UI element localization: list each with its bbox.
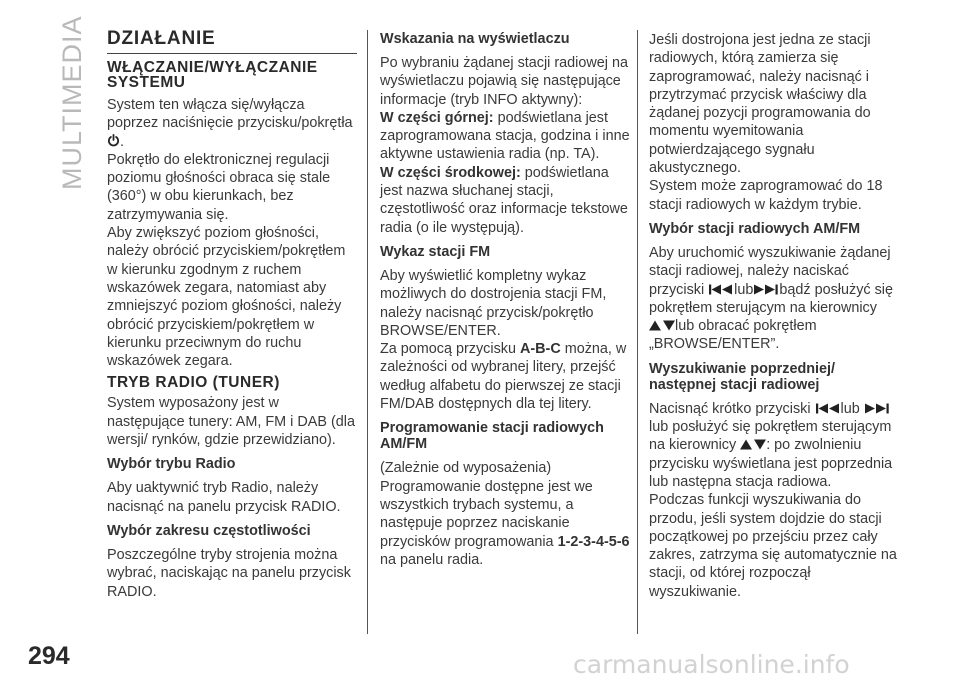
seek-back-icon [708, 284, 734, 295]
paragraph: W części górnej: podświetlana jest zaprogramowana stacja, godzina i inne aktywne ustawienia radia (np. TA). [380, 109, 630, 163]
column-1 [107, 28, 357, 601]
paragraph: Programowanie dostępne jest we wszystkich trybach systemu, a następuje poprzez naciskanie przycisków programowania 1-2-3-4-5-6 na panelu radia. [380, 478, 630, 568]
minor-heading: Wybór stacji radiowych AM/FM [649, 220, 861, 237]
minor-heading: Wskazania na wyświetlaczu [380, 31, 570, 47]
column-divider [637, 30, 638, 634]
up-down-arrows-icon [649, 320, 675, 331]
minor-heading: Wyszukiwanie poprzedniej/ następnej stacji radiowej [649, 360, 836, 393]
column-divider [367, 30, 368, 634]
column-3 [649, 28, 899, 601]
power-icon [107, 134, 120, 147]
page-number: 294 [28, 642, 70, 670]
seek-forward-icon [753, 284, 779, 295]
paragraph: Pokrętło do elektronicznej regulacji poziomu głośności obraca się stale (360°) w obu kierunkach, bez zatrzymywania się. [107, 151, 331, 223]
sub-heading: WŁĄCZANIE/WYŁĄCZANIE SYSTEMU [107, 59, 318, 91]
paragraph: System wyposażony jest w następujące tunery: AM, FM i DAB (dla wersji/ rynków, gdzie przewidziano). [107, 395, 355, 449]
sub-heading: TRYB RADIO (TUNER) [107, 374, 280, 392]
paragraph: Za pomocą przycisku A-B-C można, w zależności od wybranej litery, przejść według alfabetu do pierwszej ze stacji FM/DAB dostępnych dla tej litery. [380, 341, 627, 413]
paragraph: Podczas funkcji wyszukiwania do przodu, jeśli system dojdzie do stacji początkowej po przejściu przez cały zakres, zatrzyma się automatycznie na stacji, od której rozpoczął wyszukiwanie. [649, 492, 897, 600]
paragraph: W części środkowej: podświetlana jest nazwa słuchanej stacji, częstotliwość oraz informacje tekstowe radia (o ile występują). [380, 164, 628, 236]
minor-heading: Wykaz stacji FM [380, 243, 491, 260]
paragraph: Po wybraniu żądanej stacji radiowej na wyświetlaczu pojawią się następujące informacje (tryb INFO aktywny): [380, 55, 628, 108]
paragraph: Aby zwiększyć poziom głośności, należy obrócić przyciskiem/pokrętłem w kierunku zgodnym z ruchem wskazówek zegara, natomiast aby zmniejszyć poziom głośności, należy obrócić przyciskiem/pokrętłem w kierunku przeciwnym do ruchu wskazówek zegara. [107, 225, 346, 370]
watermark: carmanualsonline.info [573, 650, 850, 679]
seek-forward-icon [864, 403, 890, 414]
paragraph: Aby uruchomić wyszukiwanie żądanej stacji radiowej, należy naciskać przyciski lub bądź posłużyć się pokrętłem sterującym na kierownicy lub obracać pokrętłem „BROWSE/ENTER”. [649, 244, 893, 353]
paragraph: Aby wyświetlić kompletny wykaz możliwych do dostrojenia stacji FM, należy nacisnąć przycisk/pokrętło BROWSE/ENTER. [380, 267, 607, 339]
section-heading: DZIAŁANIE [107, 28, 357, 54]
paragraph: (Zależnie od wyposażenia) [380, 460, 552, 477]
paragraph: Aby uaktywnić tryb Radio, należy nacisnąć na panelu przycisk RADIO. [107, 480, 341, 515]
section-side-label: MULTIMEDIA [57, 15, 87, 190]
paragraph: System może zaprogramować do 18 stacji radiowych w każdym trybie. [649, 178, 883, 213]
paragraph: Poszczególne tryby strojenia można wybrać, naciskając na panelu przycisk RADIO. [107, 546, 351, 600]
seek-back-icon [815, 403, 841, 414]
paragraph: System ten włącza się/wyłącza poprzez naciśnięcie przycisku/pokrętła . [107, 97, 353, 150]
paragraph: Jeśli dostrojona jest jedna ze stacji radiowych, którą zamierza się zaprogramować, należy nacisnąć i przytrzymać przycisk właściwy dla żądanej pozycji programowania do momentu wyemitowania potwierdzającego sygnału akustycznego. [649, 32, 871, 177]
paragraph: Nacisnąć krótko przyciski lub lub posłużyć się pokrętłem sterującym na kierownicy : po zwolnieniu przycisku wyświetlana jest poprzednia lub następna stacja radiowa. [649, 400, 893, 490]
up-down-arrows-icon [740, 439, 766, 450]
minor-heading: Programowanie stacji radiowych AM/FM [380, 420, 604, 453]
column-2 [380, 28, 630, 569]
minor-heading: Wybór zakresu częstotliwości [107, 522, 311, 539]
minor-heading: Wybór trybu Radio [107, 456, 236, 473]
